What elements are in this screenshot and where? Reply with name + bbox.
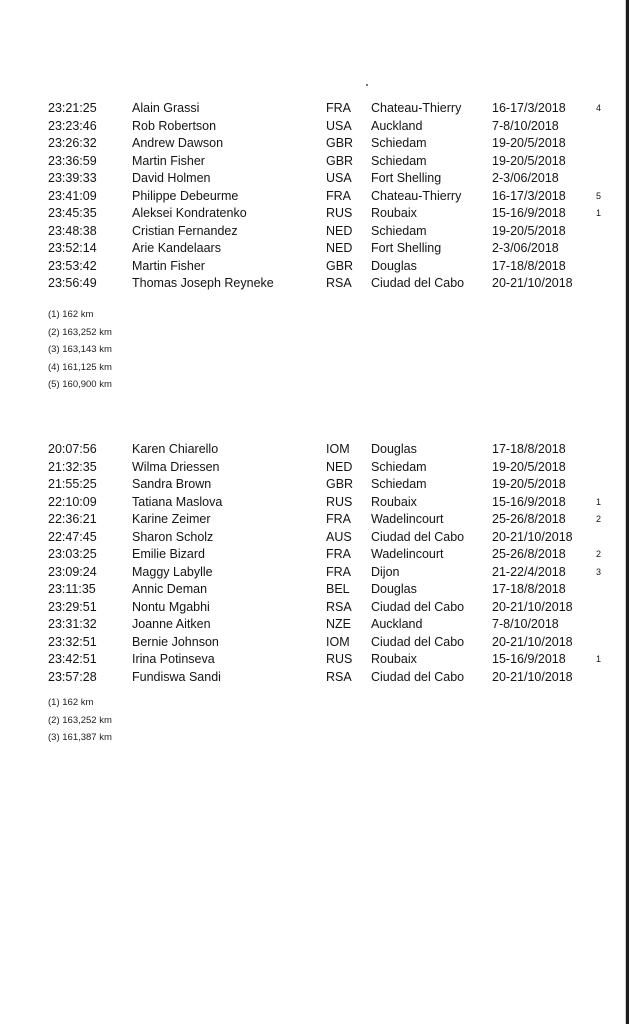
race-date: 19-20/5/2018 <box>492 477 566 491</box>
athlete-name: Wilma Driessen <box>132 459 220 474</box>
table-row <box>0 494 625 512</box>
footnote-ref: 5 <box>596 190 602 201</box>
country-code: FRA <box>326 512 351 526</box>
table-row <box>0 599 625 617</box>
finish-time: 23:48:38 <box>48 223 97 238</box>
race-date: 20-21/10/2018 <box>492 669 573 684</box>
finish-time: 23:23:46 <box>48 118 97 133</box>
footnote: (4) 161,125 km <box>48 361 112 373</box>
race-location: Ciudad del Cabo <box>371 529 465 544</box>
footnote-ref: 1 <box>596 208 602 218</box>
race-date: 21-22/4/2018 <box>492 564 566 579</box>
women-results-table <box>0 441 625 686</box>
footnote-ref: 3 <box>596 566 602 577</box>
athlete-name: David Holmen <box>132 171 211 185</box>
race-date: 17-18/8/2018 <box>492 258 566 273</box>
footnote-ref: 2 <box>596 549 602 559</box>
footnote: (2) 163,252 km <box>48 714 112 726</box>
race-date: 17-18/8/2018 <box>492 442 566 456</box>
race-location: Ciudad del Cabo <box>371 276 465 290</box>
athlete-name: Karine Zeimer <box>132 512 211 526</box>
country-code: FRA <box>326 564 351 579</box>
country-code: RSA <box>326 276 352 290</box>
race-date: 20-21/10/2018 <box>492 634 573 649</box>
table-row <box>0 118 625 136</box>
table-row <box>0 616 625 634</box>
footnote: (3) 163,143 km <box>48 344 112 355</box>
footnote: (2) 163,252 km <box>48 326 112 338</box>
race-date: 20-21/10/2018 <box>492 599 573 614</box>
footnote-ref: 2 <box>596 514 602 524</box>
table-row <box>0 100 625 118</box>
country-code: RUS <box>326 652 353 666</box>
race-location: Ciudad del Cabo <box>371 634 465 649</box>
finish-time: 23:57:28 <box>48 669 97 684</box>
race-location: Schiedam <box>371 459 427 474</box>
finish-time: 23:41:09 <box>48 188 97 203</box>
race-location: Auckland <box>371 617 423 631</box>
men-footnotes <box>48 306 112 394</box>
athlete-name: Rob Robertson <box>132 118 217 133</box>
finish-time: 23:53:42 <box>48 258 97 273</box>
table-row <box>0 275 625 293</box>
race-date: 20-21/10/2018 <box>492 276 573 290</box>
race-date: 16-17/3/2018 <box>492 101 566 115</box>
footnote-ref: 4 <box>596 103 602 113</box>
athlete-name: Cristian Fernandez <box>132 223 238 238</box>
race-date: 15-16/9/2018 <box>492 206 566 220</box>
finish-time: 23:11:35 <box>48 582 96 596</box>
race-location: Schiedam <box>371 223 427 238</box>
race-location: Schiedam <box>371 477 427 491</box>
footnote: (1) 162 km <box>48 309 94 320</box>
footnote: (1) 162 km <box>48 697 94 708</box>
race-location: Ciudad del Cabo <box>371 669 465 684</box>
country-code: AUS <box>326 529 352 544</box>
race-location: Fort Shelling <box>371 171 442 185</box>
country-code: RSA <box>326 599 352 614</box>
finish-time: 23:56:49 <box>48 276 97 290</box>
race-location: Roubaix <box>371 652 417 666</box>
athlete-name: Alain Grassi <box>132 101 200 115</box>
country-code: IOM <box>326 634 350 649</box>
table-row <box>0 669 625 687</box>
country-code: IOM <box>326 442 350 456</box>
country-code: FRA <box>326 188 351 203</box>
country-code: RUS <box>326 494 353 509</box>
race-date: 7-8/10/2018 <box>492 617 559 631</box>
finish-time: 23:45:35 <box>48 206 97 220</box>
country-code: NED <box>326 223 353 238</box>
finish-time: 22:10:09 <box>48 494 97 509</box>
finish-time: 23:09:24 <box>48 564 97 579</box>
table-row <box>0 581 625 599</box>
athlete-name: Thomas Joseph Reyneke <box>132 276 274 290</box>
race-date: 25-26/8/2018 <box>492 512 566 526</box>
country-code: GBR <box>326 258 354 273</box>
country-code: NED <box>326 459 353 474</box>
finish-time: 21:32:35 <box>48 459 97 474</box>
race-date: 17-18/8/2018 <box>492 582 566 596</box>
table-row <box>0 205 625 223</box>
finish-time: 23:29:51 <box>48 599 97 614</box>
athlete-name: Annic Deman <box>132 582 208 596</box>
country-code: RSA <box>326 669 352 684</box>
finish-time: 23:42:51 <box>48 652 97 666</box>
table-row <box>0 476 625 494</box>
table-row <box>0 529 625 547</box>
table-row <box>0 546 625 564</box>
athlete-name: Sandra Brown <box>132 477 212 491</box>
table-row <box>0 258 625 276</box>
race-location: Roubaix <box>371 206 417 220</box>
finish-time: 23:31:32 <box>48 617 97 631</box>
athlete-name: Fundiswa Sandi <box>132 669 221 684</box>
finish-time: 23:52:14 <box>48 241 97 255</box>
country-code: NZE <box>326 617 351 631</box>
table-row <box>0 441 625 459</box>
race-location: Schiedam <box>371 136 427 150</box>
race-date: 2-3/06/2018 <box>492 171 559 185</box>
country-code: USA <box>326 118 352 133</box>
finish-time: 23:21:25 <box>48 101 97 115</box>
race-location: Wadelincourt <box>371 547 444 561</box>
country-code: GBR <box>326 153 354 168</box>
race-date: 25-26/8/2018 <box>492 547 566 561</box>
footnote-ref: 1 <box>596 654 602 664</box>
country-code: USA <box>326 171 352 185</box>
table-row <box>0 651 625 669</box>
finish-time: 21:55:25 <box>48 477 97 491</box>
race-date: 19-20/5/2018 <box>492 459 566 474</box>
athlete-name: Joanne Aitken <box>132 617 211 631</box>
finish-time: 22:36:21 <box>48 512 97 526</box>
table-row <box>0 240 625 258</box>
country-code: RUS <box>326 206 353 220</box>
country-code: GBR <box>326 136 354 150</box>
table-row <box>0 188 625 206</box>
footnote-ref: 1 <box>596 496 602 507</box>
race-location: Douglas <box>371 442 417 456</box>
athlete-name: Martin Fisher <box>132 153 205 168</box>
athlete-name: Arie Kandelaars <box>132 241 221 255</box>
race-location: Douglas <box>371 582 417 596</box>
athlete-name: Andrew Dawson <box>132 136 224 150</box>
table-row <box>0 459 625 477</box>
race-date: 19-20/5/2018 <box>492 223 566 238</box>
country-code: GBR <box>326 477 354 491</box>
finish-time: 22:47:45 <box>48 529 97 544</box>
race-location: Chateau-Thierry <box>371 101 462 115</box>
athlete-name: Tatiana Maslova <box>132 494 223 509</box>
race-location: Roubaix <box>371 494 417 509</box>
race-date: 7-8/10/2018 <box>492 118 559 133</box>
table-row <box>0 564 625 582</box>
athlete-name: Bernie Johnson <box>132 634 219 649</box>
athlete-name: Martin Fisher <box>132 258 205 273</box>
race-location: Dijon <box>371 564 400 579</box>
race-location: Schiedam <box>371 153 427 168</box>
table-row <box>0 511 625 529</box>
finish-time: 23:26:32 <box>48 136 97 150</box>
race-date: 19-20/5/2018 <box>492 136 566 150</box>
finish-time: 23:36:59 <box>48 153 97 168</box>
finish-time: 23:03:25 <box>48 547 97 561</box>
race-date: 15-16/9/2018 <box>492 652 566 666</box>
race-date: 19-20/5/2018 <box>492 153 566 168</box>
race-location: Auckland <box>371 118 423 133</box>
finish-time: 23:39:33 <box>48 171 97 185</box>
race-location: Ciudad del Cabo <box>371 599 465 614</box>
country-code: FRA <box>326 547 351 561</box>
race-location: Chateau-Thierry <box>371 188 462 203</box>
athlete-name: Nontu Mgabhi <box>132 599 210 614</box>
athlete-name: Aleksei Kondratenko <box>132 206 247 220</box>
finish-time: 23:32:51 <box>48 634 97 649</box>
athlete-name: Philippe Debeurme <box>132 188 239 203</box>
race-date: 15-16/9/2018 <box>492 494 566 509</box>
race-location: Douglas <box>371 258 417 273</box>
race-date: 20-21/10/2018 <box>492 529 573 544</box>
footnote: (5) 160,900 km <box>48 379 112 390</box>
country-code: FRA <box>326 101 351 115</box>
athlete-name: Irina Potinseva <box>132 652 215 666</box>
table-row <box>0 135 625 153</box>
athlete-name: Sharon Scholz <box>132 529 214 544</box>
men-results-table <box>0 100 625 293</box>
finish-time: 20:07:56 <box>48 442 97 456</box>
race-date: 2-3/06/2018 <box>492 241 559 255</box>
race-location: Wadelincourt <box>371 512 444 526</box>
table-row <box>0 634 625 652</box>
country-code: BEL <box>326 582 350 596</box>
athlete-name: Emilie Bizard <box>132 547 205 561</box>
table-row <box>0 223 625 241</box>
footnote: (3) 161,387 km <box>48 732 112 743</box>
country-code: NED <box>326 241 353 255</box>
athlete-name: Maggy Labylle <box>132 564 213 579</box>
women-footnotes <box>48 694 112 747</box>
page-speck <box>366 84 368 86</box>
athlete-name: Karen Chiarello <box>132 442 219 456</box>
table-row <box>0 153 625 171</box>
race-location: Fort Shelling <box>371 241 442 255</box>
table-row <box>0 170 625 188</box>
race-date: 16-17/3/2018 <box>492 188 566 203</box>
